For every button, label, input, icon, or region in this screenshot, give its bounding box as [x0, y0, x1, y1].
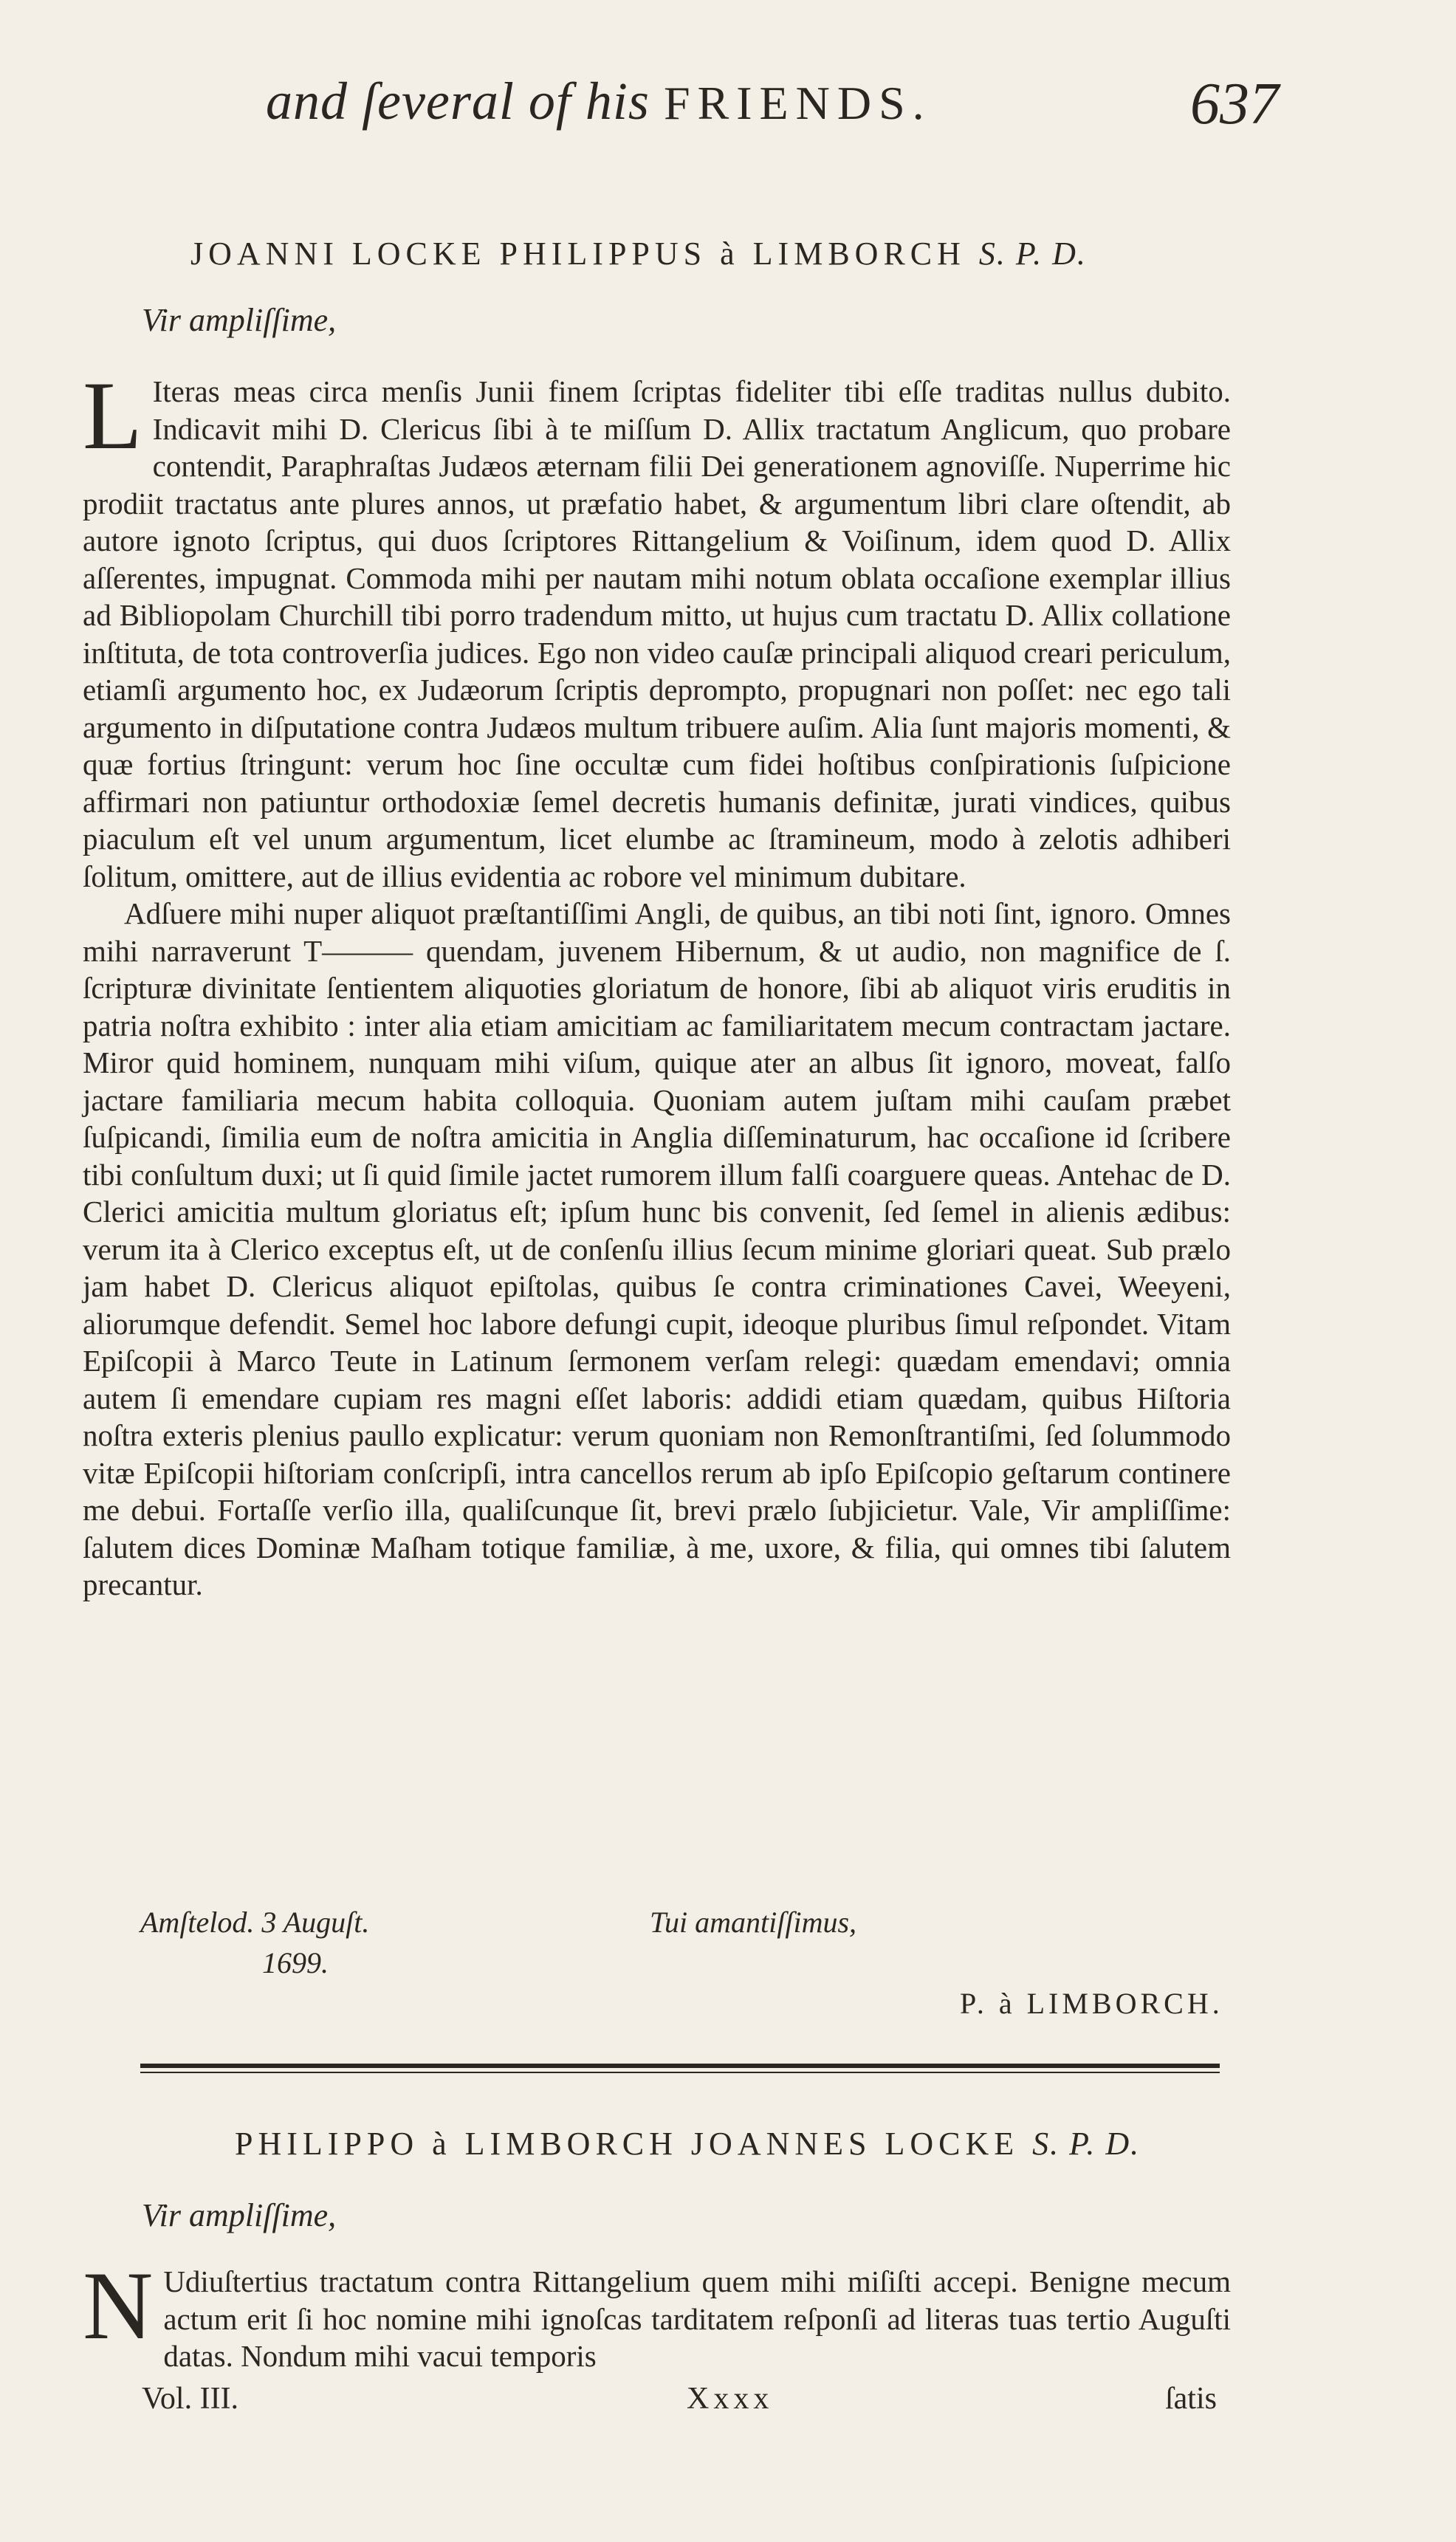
running-head — [266, 71, 932, 132]
catchword: ſatis — [1165, 2382, 1217, 2416]
letter1-body — [83, 361, 1231, 1604]
letter1-year: 1699. — [262, 1946, 329, 1979]
signature-mark: Xxxx — [687, 2382, 774, 2416]
letter2-vocative: Vir ampliſſime, — [142, 2197, 337, 2233]
letter2-heading-names: PHILIPPO à LIMBORCH JOANNES LOCKE — [235, 2126, 1020, 2162]
running-title: and ſeveral of his — [266, 72, 650, 131]
letter1-heading-tail: S. P. D. — [978, 236, 1087, 272]
running-title-caps: FRIENDS. — [663, 77, 932, 129]
letter2-body — [83, 2251, 1231, 2375]
letter2-drop-cap: N — [83, 2251, 154, 2360]
letter2-heading — [235, 2125, 1140, 2163]
letter1-paragraph-2: Adſuere mihi nuper aliquot præſtantiſſimi Angli, de quibus, an tibi noti ſint, ignoro. Omnes mihi narraverunt T——— quendam, juvenem Hibernum, & ut audio, non magnifice de ſ. ſcripturæ divinitate ſentientem aliquoties gloriatum de honore, ſibi ab aliquot viris eruditis in patria noſtra exhibito : inter alia etiam amicitiam ac familiaritatem mecum contractam jactare. Miror quid hominem, nunquam mihi viſum, quique ater an albus ſit ignoro, moveat, falſo jactare familiaria mecum habita colloquia. Quoniam autem juſtam mihi cauſam præbet ſuſpicandi, ſimilia eum de noſtra amicitia in Anglia diſſeminaturum, hac occaſione id ſcribere tibi conſultum duxi; ut ſi quid ſimile jactet rumorem illum falſi coarguere queas. Antehac de D. Clerici amicitia multum gloriatus eſt; ipſum hunc bis convenit, ſed ſemel in alienis ædibus: verum ita à Clerico exceptus eſt, ut de conſenſu illius ſecum minime gloriari queat. Sub prælo jam habet D. Clericus aliquot epiſtolas, quibus ſe contra criminationes Cavei, Weeyeni, aliorumque defendit. Semel hoc labore defungi cupit, ideoque pluribus ſimul reſpondet. Vitam Epiſcopii à Marco Teute in Latinum ſermonem verſam relegi: quædam emendavi; omnia autem ſi emendare cupiam res magni eſſet laboris: addidi etiam quædam, quibus Hiſtoria noſtra exteris plenius paullo explicatur: verum quoniam non Remonſtrantiſmi, ſed ſolummodo vitæ Epiſcopii hiſtoriam conſcripſi, intra cancellos rerum ab ipſo Epiſcopio geſtarum continere me debui. Fortaſſe verſio illa, qualiſcunque ſit, brevi prælo ſubjicietur. Vale, Vir ampliſſime: ſalutem dices Dominæ Maſham totique familiæ, à me, uxore, & filia, qui omnes tibi ſalutem precantur. — [83, 896, 1231, 1601]
separator-rule-thick — [140, 2064, 1220, 2068]
letter1-vocative: Vir ampliſſime, — [142, 302, 337, 338]
page-number: 637 — [1190, 72, 1279, 137]
letter1-drop-cap: L — [83, 361, 142, 470]
letter1-closing: Tui amantiſſimus, — [650, 1906, 857, 1939]
letter2-paragraph-1-text: Udiuſtertius tractatum contra Rittangelium quem mihi miſiſti accepi. Benigne mecum actum erit ſi hoc nomine mihi ignoſcas tarditatem reſponſi ad literas tuas tertio Auguſti datas. Nondum mihi vacui temporis — [163, 2264, 1231, 2373]
letter1-paragraph-1 — [83, 361, 1231, 895]
letter2-heading-tail: S. P. D. — [1032, 2126, 1141, 2162]
letter1-heading-names: JOANNI LOCKE PHILIPPUS à LIMBORCH — [190, 236, 966, 272]
letter1-signature: P. à LIMBORCH. — [960, 1987, 1223, 2020]
separator-rule-thin — [140, 2072, 1220, 2073]
letter1-heading — [190, 235, 1087, 272]
letter1-paragraph-1-text: Iteras meas circa menſis Junii finem ſcriptas fideliter tibi eſſe traditas nullus dubito. Indicavit mihi D. Clericus ſibi à te miſſum D. Allix tractatum Anglicum, quo probare contendit, Paraphraſtas Judæos æternam filii Dei generationem agnoviſſe. Nuperrime hic prodiit tractatus ante plures annos, ut præfatio habet, & argumentum libri clare oſtendit, ab autore ignoto ſcriptus, qui duos ſcriptores Rittangelium & Voiſinum, idem quod D. Allix aſſerentes, impugnat. Commoda mihi per nautam mihi notum oblata occaſione exemplar illius ad Bibliopolam Churchill tibi porro tradendum mitto, ut hujus cum tractatu D. Allix collatione inſtituta, de tota controverſia judices. Ego non video cauſæ principali aliquod creari periculum, etiamſi argumento hoc, ex Judæorum ſcriptis deprompto, propugnari non poſſet: nec ego tali argumento in diſputatione contra Judæos multum tribuere auſim. Alia ſunt majoris momenti, & quæ fortius ſtringunt: verum hoc ſine occultæ cum fidei hoſtibus conſpirationis ſuſpicione affirmari non patiuntur orthodoxiæ ſemel decretis humanis definitæ, jurati vindices, quibus piaculum eſt vel unum argumentum, licet elumbe ac ſtramineum, modo à zelotis adhiberi ſolitum, omittere, aut de illius evidentia ac robore vel minimum dubitare. — [83, 374, 1231, 893]
volume-label: Vol. III. — [142, 2382, 239, 2416]
letter2-paragraph-1 — [83, 2251, 1231, 2375]
letter1-place-date: Amſtelod. 3 Auguſt. — [140, 1906, 370, 1939]
